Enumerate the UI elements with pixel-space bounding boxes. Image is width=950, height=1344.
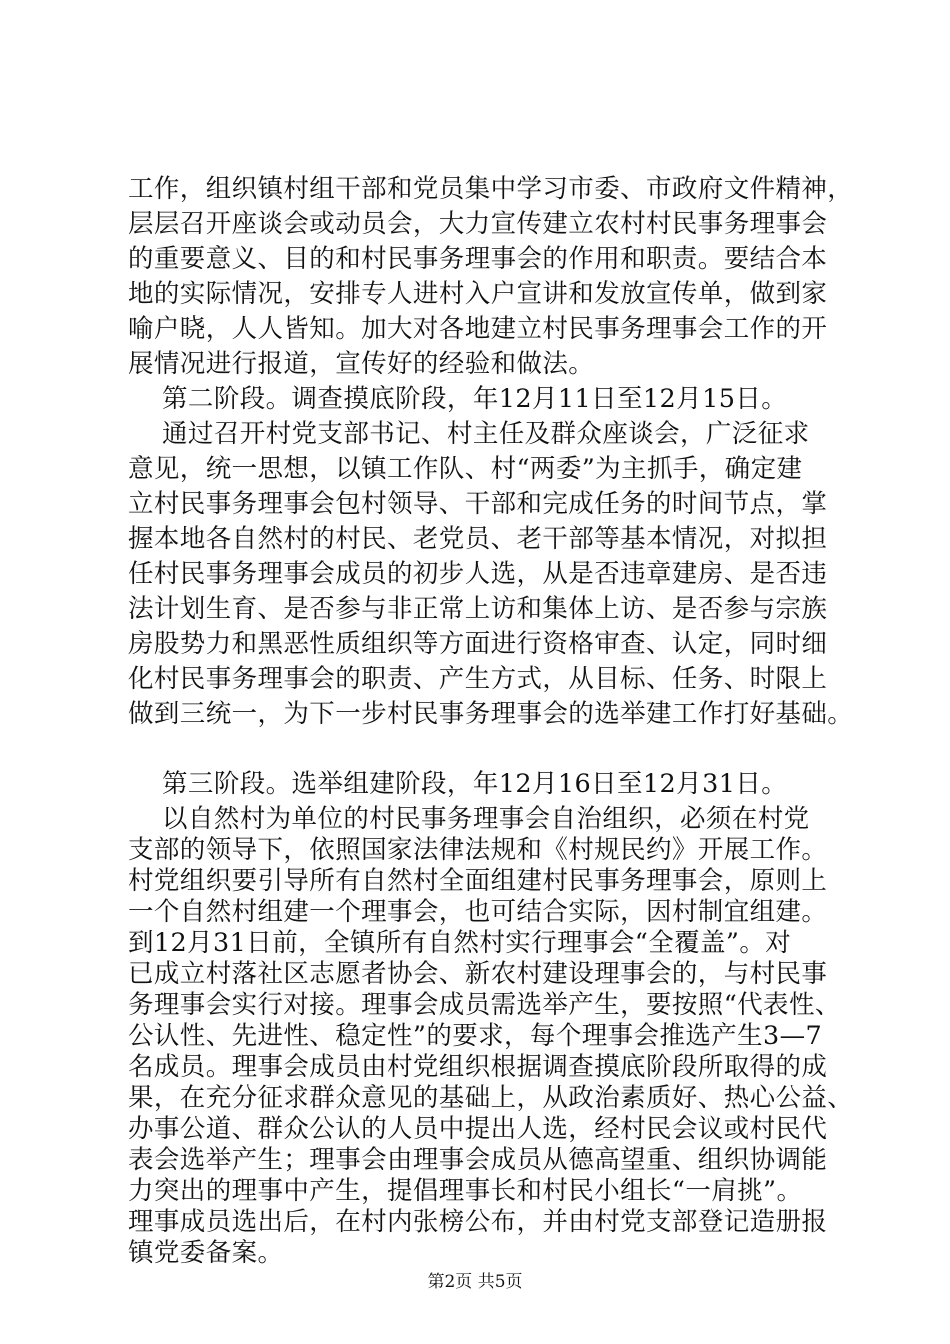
text-line: 化村民事务理事会的职责、产生方式，从目标、任务、时限上 [128, 664, 828, 694]
text-line: 层层召开座谈会或动员会，大力宣传建立农村村民事务理事会 [128, 209, 828, 239]
text-line: 地的实际情况，安排专人进村入户宣讲和发放宣传单，做到家 [128, 279, 828, 309]
text-line: 名成员。理事会成员由村党组织根据调查摸底阶段所取得的成 [128, 1052, 828, 1082]
text-line: 理事成员选出后，在村内张榜公布，并由村党支部登记造册报 [128, 1207, 828, 1237]
text-line: 握本地各自然村的村民、老党员、老干部等基本情况，对拟担 [128, 524, 828, 554]
text-line: 通过召开村党支部书记、村主任及群众座谈会，广泛征求 [128, 419, 810, 449]
text-line: 公认性、先进性、稳定性”的要求，每个理事会推选产生3—7 [128, 1021, 823, 1051]
text-line: 做到三统一，为下一步村民事务理事会的选举建工作打好基础。 [128, 699, 854, 729]
text-line: 已成立村落社区志愿者协会、新农村建设理事会的，与村民事 [128, 959, 828, 989]
text-line: 喻户晓，人人皆知。加大对各地建立村民事务理事会工作的开 [128, 314, 828, 344]
text-line: 立村民事务理事会包村领导、干部和完成任务的时间节点，掌 [128, 489, 828, 519]
text-line: 表会选举产生；理事会由理事会成员从德高望重、组织协调能 [128, 1145, 828, 1175]
text-line: 意见，统一思想，以镇工作队、村“两委”为主抓手，确定建 [128, 454, 803, 484]
section-heading: 第二阶段。调查摸底阶段，年12月11日至12月15日。 [128, 384, 788, 414]
text-line: 支部的领导下，依照国家法律法规和《村规民约》开展工作。 [128, 835, 828, 865]
page-number: 第2页 共5页 [427, 1272, 523, 1292]
text-line: 村党组织要引导所有自然村全面组建村民事务理事会，原则上 [128, 866, 828, 896]
text-line: 以自然村为单位的村民事务理事会自治组织，必须在村党 [128, 804, 810, 834]
text-line: 到12月31日前，全镇所有自然村实行理事会“全覆盖”。对 [128, 928, 792, 958]
text-line: 任村民事务理事会成员的初步人选，从是否违章建房、是否违 [128, 559, 828, 589]
text-line: 果，在充分征求群众意见的基础上，从政治素质好、热心公益、 [128, 1083, 854, 1113]
text-line: 法计划生育、是否参与非正常上访和集体上访、是否参与宗族 [128, 594, 828, 624]
text-line: 务理事会实行对接。理事会成员需选举产生，要按照“代表性、 [128, 990, 841, 1020]
text-line: 力突出的理事中产生，提倡理事长和村民小组长“一肩挑”。 [128, 1176, 803, 1206]
text-line: 工作，组织镇村组干部和党员集中学习市委、市政府文件精神， [128, 174, 854, 204]
text-line: 展情况进行报道，宣传好的经验和做法。 [128, 349, 595, 379]
text-line: 的重要意义、目的和村民事务理事会的作用和职责。要结合本 [128, 244, 828, 274]
text-line: 镇党委备案。 [128, 1238, 284, 1268]
text-line: 办事公道、群众公认的人员中提出人选，经村民会议或村民代 [128, 1114, 828, 1144]
section-heading: 第三阶段。选举组建阶段，年12月16日至12月31日。 [128, 769, 788, 799]
text-line: 房股势力和黑恶性质组织等方面进行资格审查、认定，同时细 [128, 629, 828, 659]
text-line: 一个自然村组建一个理事会，也可结合实际，因村制宜组建。 [128, 897, 828, 927]
